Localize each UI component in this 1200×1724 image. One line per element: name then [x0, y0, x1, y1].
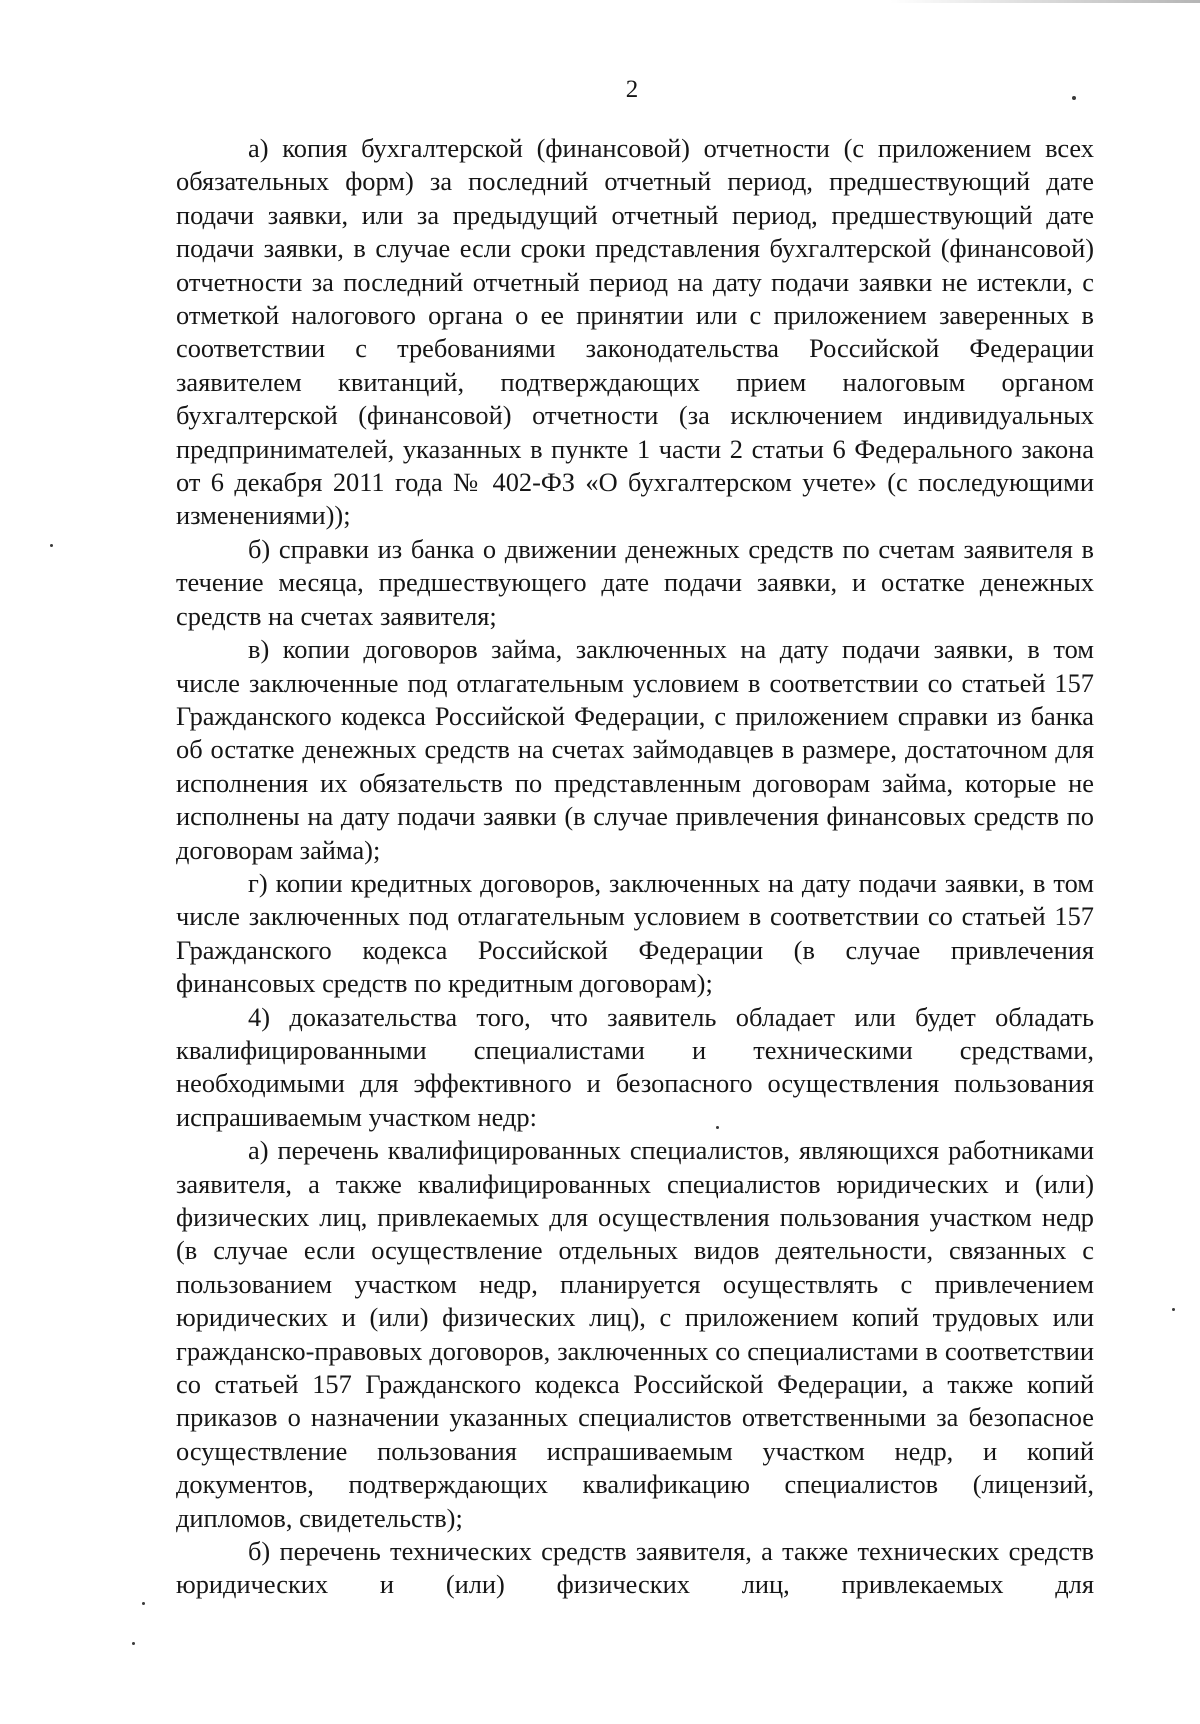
- paragraph-b-bank-statements: б) справки из банка о движении денежных средств по счетам заявителя в течение месяца, предшествующего дате подачи заявки, и остатке денежных средств на счетах заявителя;: [176, 533, 1094, 631]
- paragraph-v-loan-agreements: в) копии договоров займа, заключенных на дату подачи заявки, в том числе заключенные под отлагательным условием в соответствии со статьей 157 Гражданского кодекса Российской Федерации, с приложением справки из банка об остатке денежных средств на счетах займодавцев в размере, достаточном для исполнения их обязательств по представленным договорам займа, которые не исполнены на дату подачи заявки (в случае привлечения финансовых средств по договорам займа);: [176, 634, 1094, 865]
- scan-edge-mark: [890, 0, 1200, 3]
- document-body: [176, 132, 1094, 1602]
- scan-speck: [142, 1602, 145, 1605]
- paragraph-g-credit-agreements: г) копии кредитных договоров, заключенных на дату подачи заявки, в том числе заключенных под отлагательным условием в соответствии со статьей 157 Гражданского кодекса Российской Федерации (в случае привлечения финансовых средств по кредитным договорам);: [176, 867, 1094, 999]
- scan-speck: [132, 1642, 135, 1645]
- scan-speck: [50, 544, 53, 547]
- paragraph-b-technical-means: б) перечень технических средств заявителя, а также технических средств юридических и (или) физических лиц, привлекаемых для: [176, 1536, 1094, 1600]
- paragraph-a-specialists-list: а) перечень квалифицированных специалистов, являющихся работниками заявителя, а также квалифицированных специалистов юридических и (или) физических лиц, привлекаемых для осуществления пользования участком недр (в случае если осуществление отдельных видов деятельности, связанных с пользованием участком недр, планируется осуществлять с привлечением юридических и (или) физических лиц), с приложением копий трудовых или гражданско-правовых договоров, заключенных со специалистами в соответствии со статьей 157 Гражданского кодекса Российской Федерации, а также копий приказов о назначении указанных специалистов ответственными за безопасное осуществление пользования испрашиваемым участком недр, и копий документов, подтверждающих квалификацию специалистов (лицензий, дипломов, свидетельств);: [176, 1135, 1094, 1533]
- scan-speck: [1072, 96, 1076, 100]
- scan-speck: [716, 1126, 719, 1129]
- paragraph-a-accounting-statements: а) копия бухгалтерской (финансовой) отчетности (с приложением всех обязательных форм) за последний отчетный период, предшествующий дате подачи заявки, или за предыдущий отчетный период, предшествующий дате подачи заявки, в случае если сроки представления бухгалтерской (финансовой) отчетности за последний отчетный период на дату подачи заявки не истекли, с отметкой налогового органа о ее принятии или с приложением заверенных в соответствии с требованиями законодательства Российской Федерации заявителем квитанций, подтверждающих прием налоговым органом бухгалтерской (финансовой) отчетности (за исключением индивидуальных предпринимателей, указанных в пункте 1 части 2 статьи 6 Федерального закона от 6 декабря 2011 года № 402-ФЗ «О бухгалтерском учете» (с последующими изменениями));: [176, 133, 1094, 531]
- scan-speck: [1172, 1308, 1175, 1311]
- paragraph-4-evidence: 4) доказательства того, что заявитель обладает или будет обладать квалифицированными специалистами и техническими средствами, необходимыми для эффективного и безопасного осуществления пользования испрашиваемым участком недр:: [176, 1001, 1094, 1132]
- page-number: 2: [625, 76, 639, 103]
